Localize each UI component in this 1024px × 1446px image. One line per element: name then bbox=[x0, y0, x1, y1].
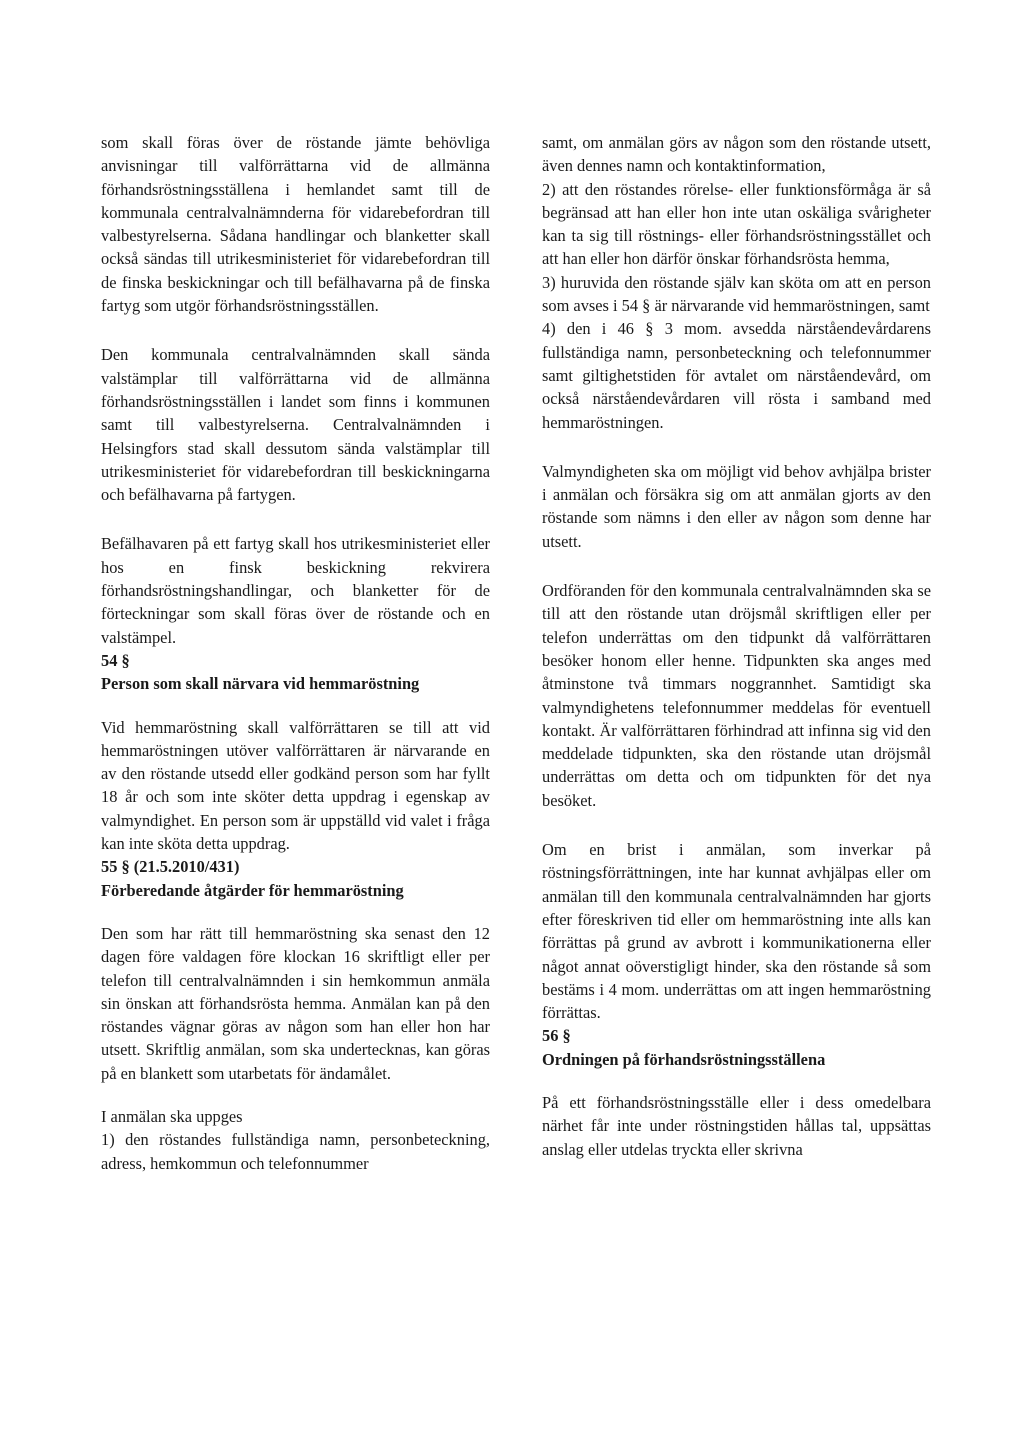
section-55-title: Förberedande åtgärder för hemmaröstning bbox=[101, 880, 404, 900]
section-56-number: 56 § bbox=[542, 1026, 571, 1046]
paragraph-handling-distribution: som skall föras över de röstande jämte behövliga anvisningar till valförrättarna vid de allmänna förhandsröstningsställena i hemlandet samt till de kommunala centralvalnämnderna för vidarebefordran till valbestyrelserna. Sådana handlingar och blanketter skall också sändas till utrikesministeriet för vidarebefordran till de finska beskickningar och till befälhavarna på de finska fartyg som utgör förhandsröstningsställen. bbox=[101, 133, 490, 316]
paragraph-ordforanden: Ordföranden för den kommunala centralvalnämnden ska se till att den röstande utan dröjsmål skriftligen eller per telefon underrättas om den tidpunkt då valförrättaren besöker honom eller henne. Tidpunkten ska anges med åtminstone två timmars noggrannhet. Samtidigt ska valmyndighetens telefonnummer meddelas för eventuell kontakt. Är valförrättaren förhindrad att infinna sig vid den meddelade tidpunkten, ska den röstande utan dröjsmål underrättas om detta och om tidpunkten för det nya besöket. bbox=[542, 581, 931, 810]
section-54-number: 54 § bbox=[101, 650, 130, 670]
section-55-list-item-4: 4) den i 46 § 3 mom. avsedda närståendevårdarens fullständiga namn, personbeteckning och telefonnummer samt giltighetstiden för avtalet om närståendevård, om också närståendevårdaren vill rösta i samband med hemmaröstningen. bbox=[542, 319, 931, 432]
section-54-paragraph: Vid hemmaröstning skall valförrättaren se till att vid hemmaröstningen utöver valförrättaren är närvarande en av den röstande utsedd eller godkänd person som har fyllt 18 år och som inte sköter detta uppdrag i egenskap av valmyndighet. En person som är uppställd vid valet i fråga kan inte sköta detta uppdrag. bbox=[101, 717, 490, 854]
paragraph-valmyndigheten: Valmyndigheten ska om möjligt vid behov avhjälpa brister i anmälan och försäkra sig om att anmälan gjorts av den röstande som nämns i den eller av någon som denne har utsett. bbox=[542, 461, 931, 551]
section-54-title: Person som skall närvara vid hemmaröstning bbox=[101, 674, 420, 694]
section-55-number: 55 § (21.5.2010/431) bbox=[101, 857, 240, 877]
section-55-list-item-1: 1) den röstandes fullständiga namn, personbeteckning, adress, hemkommun och telefonnummer bbox=[101, 1130, 490, 1173]
paragraph-valstamplar: Den kommunala centralvalnämnden skall sända valstämplar till valförrättarna vid de allmänna förhandsröstningsställen i landet som finns i kommunen samt till valbestyrelserna. Centralvalnämnden i Helsingfors stad skall dessutom sända valstämplar till utrikesministeriet för vidarebefordran till beskickningarna och befälhavarna på fartygen. bbox=[101, 345, 490, 505]
section-55-list-item-3: 3) huruvida den röstande själv kan sköta om att en person som avses i 54 § är närvarande vid hemmaröstningen, samt bbox=[542, 272, 931, 316]
section-55-list-item-2: 2) att den röstandes rörelse- eller funktionsförmåga är så begränsad att han eller hon inte utan oskäliga svårigheter kan ta sig till röstnings- eller förhandsröstningsstället och att han eller hon därför önskar förhandsrösta hemma, bbox=[542, 179, 931, 269]
section-56-title: Ordningen på förhandsröstningsställena bbox=[542, 1049, 826, 1069]
section-55-list-intro: I anmälan ska uppges bbox=[101, 1106, 243, 1126]
right-column bbox=[542, 131, 931, 1161]
section-55-paragraph: Den som har rätt till hemmaröstning ska senast den 12 dagen före valdagen före klockan 16 skriftligt eller per telefon till centralvalnämnden i sin hemkommun anmäla sin önskan att förhandsrösta hemma. Anmälan kan på den röstandes vägnar göras av någon som han eller hon har utsett. Skriftlig anmälan, som ska undertecknas, kan göras på en blankett som utarbetats för ändamålet. bbox=[101, 923, 490, 1083]
paragraph-befalhavaren: Befälhavaren på ett fartyg skall hos utrikesministeriet eller hos en finsk beskickning rekvirera förhandsröstningshandlingar, och blanketter för de förteckningar som skall föras över de röstande och en valstämpel. bbox=[101, 534, 490, 647]
section-56-paragraph: På ett förhandsröstningsställe eller i dess omedelbara närhet får inte under röstningstiden hållas tal, uppsättas anslag eller utdelas tryckta eller skrivna bbox=[542, 1092, 931, 1159]
paragraph-brist-i-anmalan: Om en brist i anmälan, som inverkar på röstningsförrättningen, inte har kunnat avhjälpas eller om anmälan till den kommunala centralvalnämnden har gjorts efter föreskriven tid eller om hemmaröstning inte alls kan förrättas på grund av avbrott i kommunikationerna eller något annat oöverstigligt hinder, ska den röstande så som bestäms i 4 mom. underrättas om att ingen hemmaröstning förrättas. bbox=[542, 840, 931, 1023]
paragraph-item1-continued: samt, om anmälan görs av någon som den röstande utsett, även dennes namn och kontaktinformation, bbox=[542, 133, 931, 176]
left-column bbox=[101, 131, 490, 1175]
